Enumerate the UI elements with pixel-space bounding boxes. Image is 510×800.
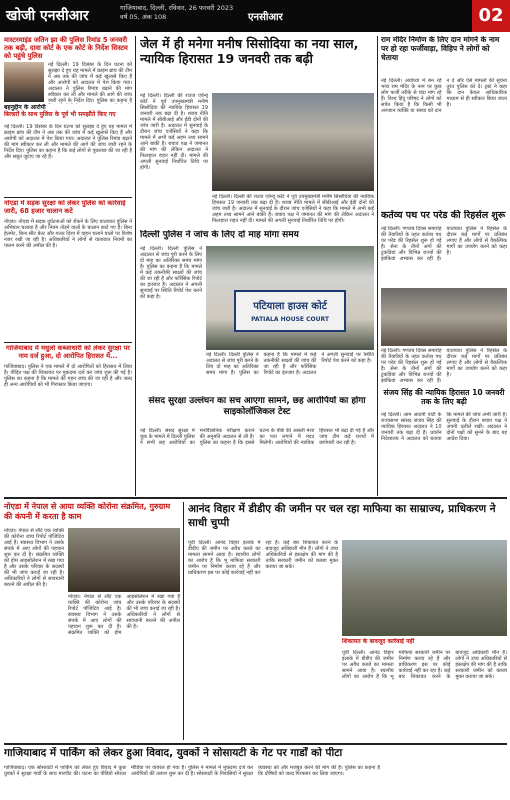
page-number: 02 — [472, 0, 510, 32]
ram-headline: राम मंदिर निर्माण के लिए दान मांगने के नाम पर हो रहा फर्जीवाड़ा, विहिप ने लोगों को चेताया — [381, 36, 500, 62]
lead-story — [140, 36, 374, 92]
parade-headline: कर्तव्य पथ पर परेड की रिहर्सल शुरू — [381, 210, 506, 221]
nepal-body-2: नोएडा। नेपाल से लौटे एक व्यक्ति की कोरोना जांच रिपोर्ट पॉजिटिव आई है। स्वास्थ्य विभाग ने उसके संपर्क में आए लोगों की पहचान शुरू कर दी है। संक्रमित व्यक्ति को होम आइसोलेशन में रखा गया है और उसके परिवार के सदस्यों की भी जांच कराई जा रही है। अधिकारियों ने लोगों से सावधानी बरतने की अपील की है। — [68, 594, 180, 636]
section-rule — [4, 743, 507, 745]
sanjay-body: नई दिल्ली। आम आदमी पार्टी के राज्यसभा सांसद संजय सिंह की न्यायिक हिरासत अदालत ने 10 जनवरी तक बढ़ा दी है। प्रवर्तन निदेशालय ने अदालत को बताया कि मामले की जांच अभी जारी है। सुनवाई के दौरान बचाव पक्ष ने अपनी दलीलें रखीं। अदालत ने दोनों पक्षों को सुनने के बाद यह आदेश दिया। — [381, 412, 507, 442]
column-divider — [377, 36, 378, 496]
column-divider — [183, 502, 184, 740]
masthead — [0, 0, 510, 32]
lead-headline: जेल में ही मनेगा मनीष सिसोदिया का नया साल, न्यायिक हिरासत 19 जनवरी तक बढ़ी — [140, 36, 359, 66]
story-mastermind — [4, 36, 132, 104]
brand-name: खोजी एनसीआर — [6, 8, 89, 24]
court-photo — [206, 246, 374, 350]
bottom-body: गाजियाबाद। एक सोसायटी में पार्किंग को लेकर हुए विवाद में कुछ युवकों ने सुरक्षा गार्डों के साथ मारपीट की। घटना का वीडियो सोशल मीडिया पर वायरल हो गया है। पुलिस ने मामले में मुकदमा दर्ज कर आरोपियों की तलाश शुरू कर दी है। सोसायटी के निवासियों ने सुरक्षा व्यवस्था को और मजबूत करने की मांग की है। पुलिस का कहना है कि दोषियों को जल्द गिरफ्तार कर लिया जाएगा। — [4, 765, 380, 777]
divider — [4, 342, 132, 343]
sign-hindi: पटियाला हाउस कोर्ट — [253, 301, 327, 312]
nepal-body: नोएडा। नेपाल से लौटे एक व्यक्ति की कोरोना जांच रिपोर्ट पॉजिटिव आई है। स्वास्थ्य विभाग ने उसके संपर्क में आए लोगों की पहचान शुरू कर दी है। संक्रमित व्यक्ति को होम आइसोलेशन में रखा गया है और उसके परिवार के सदस्यों की भी जांच कराई जा रही है। अधिकारियों ने लोगों से सावधानी बरतने की अपील की है। — [4, 528, 64, 588]
anand-subhead-box — [342, 638, 507, 648]
parliament-story — [140, 396, 374, 426]
police-story — [140, 230, 374, 244]
parade-story — [381, 210, 507, 224]
anand-subhead: शिकायत के बावजूद कार्रवाई नहीं — [342, 638, 415, 645]
parade-body: नई दिल्ली। गणतंत्र दिवस समारोह की तैयारियों के तहत कर्तव्य पथ पर परेड की रिहर्सल शुरू हो गई है। सेना के तीनों अंगों की टुकड़ियां और विभिन्न राज्यों की झांकियां अभ्यास कर रही हैं। यातायात पुलिस ने रिहर्सल के दौरान कई मार्गों पर प्रतिबंध लगाए हैं और लोगों से वैकल्पिक मार्गों का उपयोग करने को कहा है। — [381, 226, 507, 262]
parade-photo — [381, 288, 507, 346]
lead-body-2: नई दिल्ली। दिल्ली की राउज एवेन्यू कोर्ट ने पूर्व उपमुख्यमंत्री मनीष सिसोदिया की न्यायिक हिरासत 19 जनवरी तक बढ़ा दी है। शराब नीति मामले में सीबीआई और ईडी दोनों की जांच जारी है। अदालत में सुनवाई के दौरान जांच एजेंसियों ने कहा कि मामले में अभी कई अहम तथ्य सामने आने बाकी हैं। बचाव पक्ष ने जमानत की मांग की लेकिन अदालत ने फिलहाल राहत नहीं दी। मामले की अगली सुनवाई निर्धारित तिथि पर होगी। — [212, 194, 374, 224]
issue-meta — [120, 4, 233, 22]
bottom-story — [4, 747, 507, 763]
story-mastermind-body-2: नई दिल्ली। 19 दिसंबर के दिन घटना को सुलझा दे हुए यह मामले में क्राइम ब्रांच की टीम ने अब तक की जांच में कई खुलासे किए हैं और आरोपी को अदालत में पेश किया गया। अदालत ने पुलिस रिमांड बढ़ाने की मांग स्वीकार कर ली और मामले की आगे की जांच जारी रहने के निर्देश दिए। पुलिस का कहना है कि कई लोगों से पूछताछ की जा रही है और सबूत जुटाए जा रहे हैं। — [4, 124, 132, 160]
anand-body-2: पूर्वी दिल्ली। आनंद विहार इलाके में डीडीए की जमीन पर अवैध कब्जे का मामला सामने आया है। स्थानीय लोगों का आरोप है कि भू माफिया सरकारी जमीन पर निर्माण करवा रहे हैं और प्राधिकरण इस पर कोई कार्रवाई नहीं कर रहा है। कई बार शिकायत करने के बावजूद अधिकारी मौन हैं। लोगों ने उच्च अधिकारियों से हस्तक्षेप की मांग की है ताकि सरकारी जमीन को कब्जा मुक्त कराया जा सके। — [342, 650, 507, 680]
issue-volume: वर्ष 05, अंक 108 — [120, 13, 167, 21]
police-body-2: नई दिल्ली। दिल्ली पुलिस ने अदालत से जांच पूरी करने के लिए दो माह का अतिरिक्त समय मांगा है। पुलिस का कहना है कि मामले में कई तकनीकी साक्ष्यों की जांच की जा रही है और फॉरेंसिक रिपोर्ट का इंतजार है। अदालत ने अगली सुनवाई पर स्थिति रिपोर्ट पेश करने को कहा है। — [206, 352, 374, 376]
bottom-headline: गाजियाबाद में पार्किंग को लेकर हुआ विवाद, युवकों ने सोसायटी के गेट पर गार्डों को पीटा — [4, 747, 343, 759]
mastermind-subhead: बिल्डरों के साथ पुलिस के पूर्व भी समझौते किए गए — [4, 111, 116, 119]
sanjay-story — [381, 388, 507, 410]
story-ghaziabad-arrest-body: गाजियाबाद। पुलिस ने एक मामले में दो आरोपितों को हिरासत में लिया है। पीड़ित पक्ष की शिकायत पर मुकदमा दर्ज कर जांच शुरू की गई है। पुलिस का कहना है कि मामले की गहन जांच की जा रही है और जल्द ही अन्य आरोपियों को भी गिरफ्तार किया जाएगा। — [4, 363, 132, 388]
mastermind-caption: बहनुद्दीन के आरोपी — [4, 104, 46, 111]
parliament-headline: संसद सुरक्षा उल्लंघन का सच आएगा सामने, छह आरोपियों का होगा साइकोलॉजिकल टेस्ट — [148, 396, 366, 417]
anand-story — [188, 502, 507, 538]
court-signboard — [234, 290, 346, 332]
parliament-body: नई दिल्ली। संसद सुरक्षा में चूक के मामले में दिल्ली पुलिस ने सभी छह आरोपियों का मनोवैज्ञानिक परीक्षण कराने की अनुमति अदालत से ली है। पुलिस का कहना है कि इससे घटना के पीछे की असली मंशा का पता लगाने में मदद मिलेगी। आरोपियों की न्यायिक हिरासत भी बढ़ा दी गई है और जांच टीम कई राज्यों में छापेमारी कर रही है। — [140, 428, 374, 446]
nepal-photo — [68, 528, 180, 592]
anand-body: पूर्वी दिल्ली। आनंद विहार इलाके में डीडीए की जमीन पर अवैध कब्जे का मामला सामने आया है। स्थानीय लोगों का आरोप है कि भू माफिया सरकारी जमीन पर निर्माण करवा रहे हैं और प्राधिकरण इस पर कोई कार्रवाई नहीं कर रहा है। कई बार शिकायत करने के बावजूद अधिकारी मौन हैं। लोगों ने उच्च अधिकारियों से हस्तक्षेप की मांग की है ताकि सरकारी जमीन को कब्जा मुक्त कराया जा सके। — [188, 540, 338, 576]
sisodia-photo — [212, 93, 374, 191]
ram-story — [381, 36, 507, 76]
story-mastermind-headline: मास्टरमाइंड जतिन झा की पुलिस रिमांड 5 जनवरी तक बढ़ी, दावा कोर्ट के एक कोर्ट के निर्देश सिस्टम को पहुंचे पुलिस — [4, 36, 128, 61]
anand-photo — [342, 540, 507, 636]
parade-body-2: नई दिल्ली। गणतंत्र दिवस समारोह की तैयारियों के तहत कर्तव्य पथ पर परेड की रिहर्सल शुरू हो गई है। सेना के तीनों अंगों की टुकड़ियां और विभिन्न राज्यों की झांकियां अभ्यास कर रही हैं। यातायात पुलिस ने रिहर्सल के दौरान कई मार्गों पर प्रतिबंध लगाए हैं और लोगों से वैकल्पिक मार्गों का उपयोग करने को कहा है। — [381, 348, 507, 384]
mastermind-photo — [4, 62, 44, 102]
story-noida-traffic — [4, 200, 132, 340]
divider — [4, 197, 132, 198]
sanjay-headline: संजय सिंह की न्यायिक हिरासत 10 जनवरी तक के लिए बढ़ी — [383, 388, 505, 407]
lead-body: नई दिल्ली। दिल्ली की राउज एवेन्यू कोर्ट ने पूर्व उपमुख्यमंत्री मनीष सिसोदिया की न्यायिक हिरासत 19 जनवरी तक बढ़ा दी है। शराब नीति मामले में सीबीआई और ईडी दोनों की जांच जारी है। अदालत में सुनवाई के दौरान जांच एजेंसियों ने कहा कि मामले में अभी कई अहम तथ्य सामने आने बाकी हैं। बचाव पक्ष ने जमानत की मांग की लेकिन अदालत ने फिलहाल राहत नहीं दी। मामले की अगली सुनवाई निर्धारित तिथि पर होगी। — [140, 93, 208, 171]
sign-english: PATIALA HOUSE COURT — [251, 316, 329, 323]
story-noida-traffic-headline: नोएडा में सड़क सुरक्षा को लेकर पुलिस को कार्रवाई जारी, 68 हजार चालान कटे — [4, 200, 126, 215]
story-noida-traffic-body: नोएडा। नोएडा में सड़क दुर्घटनाओं को रोकने के लिए यातायात पुलिस ने अभियान चलाया है और नियम तोड़ने वालों के चालान काटे गए हैं। बिना हेलमेट, बिना सीट बेल्ट और गलत दिशा में वाहन चलाने वालों पर विशेष नजर रखी जा रही है। अधिकारियों ने लोगों से यातायात नियमों का पालन करने की अपील की है। — [4, 218, 132, 249]
police-headline: दिल्ली पुलिस ने जांच के लिए दो माह मांगा समय — [140, 230, 299, 240]
issue-date: गाजियाबाद, दिल्ली, रविवार, 26 फरवरी 2023 — [120, 4, 234, 12]
ram-body: नई दिल्ली। अयोध्या में बन रहे भव्य राम मंदिर के नाम पर कुछ लोग फर्जी तरीके से चंदा मांग रहे हैं। विश्व हिंदू परिषद ने लोगों को सचेत किया है कि किसी भी अनजान व्यक्ति या संस्था को दान न दें और ऐसे मामलों की सूचना तुरंत पुलिस को दें। ट्रस्ट ने कहा कि दान केवल आधिकारिक माध्यम से ही स्वीकार किया जाता है। — [381, 78, 507, 114]
nepal-headline: नोएडा में नेपाल से आया व्यक्ति कोरोना संक्रमित, गुरुग्राम की कंपनी में करता है काम — [4, 502, 171, 521]
column-divider — [135, 36, 136, 496]
story-mastermind-body: नई दिल्ली। 19 दिसंबर के दिन घटना को सुलझा दे हुए यह मामले में क्राइम ब्रांच की टीम ने अब तक की जांच में कई खुलासे किए हैं और आरोपी को अदालत में पेश किया गया। अदालत ने पुलिस रिमांड बढ़ाने की मांग स्वीकार कर ली और मामले की आगे की जांच जारी रहने के निर्देश दिए। पुलिस का कहना है — [48, 62, 132, 104]
nepal-story — [4, 502, 180, 526]
section-title: एनसीआर — [248, 12, 283, 23]
section-rule — [4, 497, 507, 499]
story-ghaziabad-arrest — [4, 345, 132, 493]
police-body: नई दिल्ली। दिल्ली पुलिस ने अदालत से जांच पूरी करने के लिए दो माह का अतिरिक्त समय मांगा है। पुलिस का कहना है कि मामले में कई तकनीकी साक्ष्यों की जांच की जा रही है और फॉरेंसिक रिपोर्ट का इंतजार है। अदालत ने अगली सुनवाई पर स्थिति रिपोर्ट पेश करने को कहा है। — [140, 246, 202, 300]
story-ghaziabad-arrest-headline: गाजियाबाद में मधुलो कब्जाधारी को लेकर सुरक्षा पर नाम दर्ज हुआ, दो आरोपित हिरासत में... — [6, 345, 130, 360]
anand-headline: आनंद विहार में डीडीए की जमीन पर चल रहा माफिया का साम्राज्य, प्राधिकरण ने साधी चुप्पी — [188, 503, 496, 529]
